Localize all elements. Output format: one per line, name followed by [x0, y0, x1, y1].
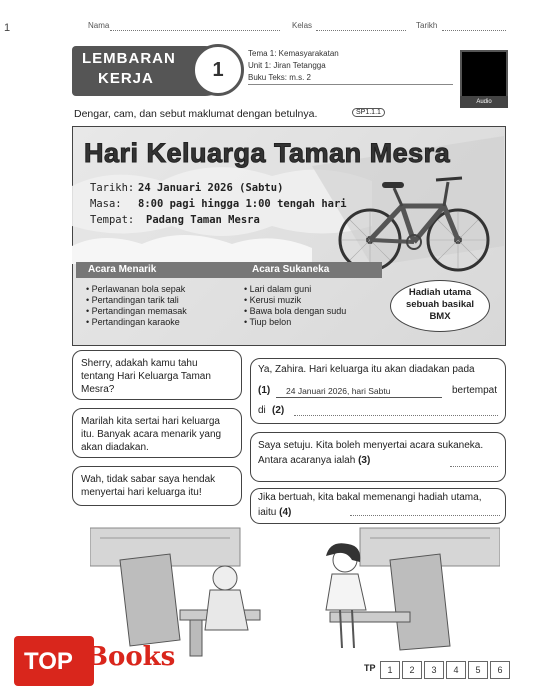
name-label: Nama — [88, 21, 110, 30]
tempat-label: Tempat: — [90, 214, 135, 226]
list-item: • Bawa bola dengan sudu — [244, 306, 347, 316]
sherry-2-text — [258, 438, 498, 468]
tarikh-label: Tarikh: — [90, 182, 135, 194]
date-label: Tarikh — [416, 21, 438, 30]
answer-1-line[interactable] — [276, 397, 442, 398]
answer-3-line[interactable] — [450, 466, 498, 467]
list-item: • Tiup belon — [244, 317, 292, 327]
acara-menarik-list — [86, 284, 187, 328]
audio-qr-code[interactable] — [460, 50, 508, 98]
speech-bubble-zahira-1: Sherry, adakah kamu tahu tentang Hari Keluarga Taman Mesra? — [72, 350, 242, 400]
masa-label: Masa: — [90, 198, 122, 210]
prize-line2: sebuah basikal — [405, 299, 475, 310]
list-item: • Pertandingan tarik tali — [86, 295, 179, 305]
lesson-meta — [248, 48, 339, 84]
question-2-number: (2) — [272, 405, 285, 416]
tp-level-6[interactable]: 6 — [490, 661, 510, 679]
sherry-3-body: Jika bertuah, kita bakal memenangi hadiah utama, iaitu — [258, 492, 482, 518]
poster-title: Hari Keluarga Taman Mesra — [84, 138, 451, 168]
prize-line3: BMX — [429, 311, 451, 322]
tarikh-value: 24 Januari 2026 (Sabtu) — [138, 182, 284, 194]
meta-unit: Unit 1: Jiran Tetangga — [248, 61, 326, 70]
tp-level-4[interactable]: 4 — [446, 661, 466, 679]
badge-line1: LEMBARAN — [82, 50, 176, 67]
question-3-number: (3) — [358, 455, 371, 466]
acara-sukaneka-list — [244, 284, 346, 328]
sherry-1-mid: bertempat — [452, 385, 498, 396]
speech-bubble-zahira-2: Marilah kita sertai hari keluarga itu. Banyak acara menarik yang akan diadakan. — [72, 408, 242, 458]
list-item: • Pertandingan karaoke — [86, 317, 180, 327]
tp-level-5[interactable]: 5 — [468, 661, 488, 679]
logo-books-text: Books — [86, 642, 176, 672]
prize-line1: Hadiah utama — [408, 287, 472, 298]
badge-number: 1 — [192, 44, 244, 96]
acara-sukaneka-header: Acara Sukaneka — [240, 262, 382, 278]
tp-level-2[interactable]: 2 — [402, 661, 422, 679]
question-1-number: (1) — [258, 385, 271, 396]
audio-label: Audio — [460, 96, 508, 108]
meta-buku: Buku Teks: m.s. 2 — [248, 73, 311, 82]
answer-1-text: 24 Januari 2026, hari Sabtu — [286, 386, 391, 396]
prize-callout — [390, 280, 490, 332]
meta-divider — [248, 84, 453, 85]
list-item: • Pertandingan memasak — [86, 306, 187, 316]
answer-2-line[interactable] — [294, 415, 498, 416]
sherry-2-body: Saya setuju. Kita boleh menyertai acara sukaneka. Antara acaranya ialah — [258, 440, 484, 466]
list-item: • Kerusi muzik — [244, 295, 302, 305]
sherry-1-di: di — [258, 405, 266, 416]
tp-level-3[interactable]: 3 — [424, 661, 444, 679]
speech-bubble-zahira-3: Wah, tidak sabar saya hendak menyertai hari keluarga itu! — [72, 466, 242, 506]
badge-line2: KERJA — [98, 70, 154, 87]
park-bench-illustration — [90, 520, 500, 660]
instruction-text: Dengar, cam, dan sebut maklumat dengan betulnya. — [74, 108, 318, 120]
masa-value: 8:00 pagi hingga 1:00 tengah hari — [138, 198, 347, 210]
class-label: Kelas — [292, 21, 313, 30]
acara-menarik-header: Acara Menarik — [76, 262, 248, 278]
list-item: • Lari dalam guni — [244, 284, 312, 294]
class-line[interactable] — [316, 30, 406, 31]
sp-tag: SP1.1.1 — [352, 108, 385, 117]
page-number: 1 — [4, 22, 11, 34]
meta-tema: Tema 1: Kemasyarakatan — [248, 49, 339, 58]
name-line[interactable] — [110, 30, 280, 31]
tp-level-1[interactable]: 1 — [380, 661, 400, 679]
question-4-number: (4) — [279, 507, 292, 518]
tp-label: TP — [364, 663, 376, 673]
logo-top-text: TOP — [24, 648, 73, 675]
date-line[interactable] — [442, 30, 506, 31]
sherry-1-text: Ya, Zahira. Hari keluarga itu akan diadakan pada — [258, 364, 475, 375]
tempat-value: Padang Taman Mesra — [146, 214, 260, 226]
answer-4-line[interactable] — [350, 515, 500, 516]
list-item: • Perlawanan bola sepak — [86, 284, 186, 294]
